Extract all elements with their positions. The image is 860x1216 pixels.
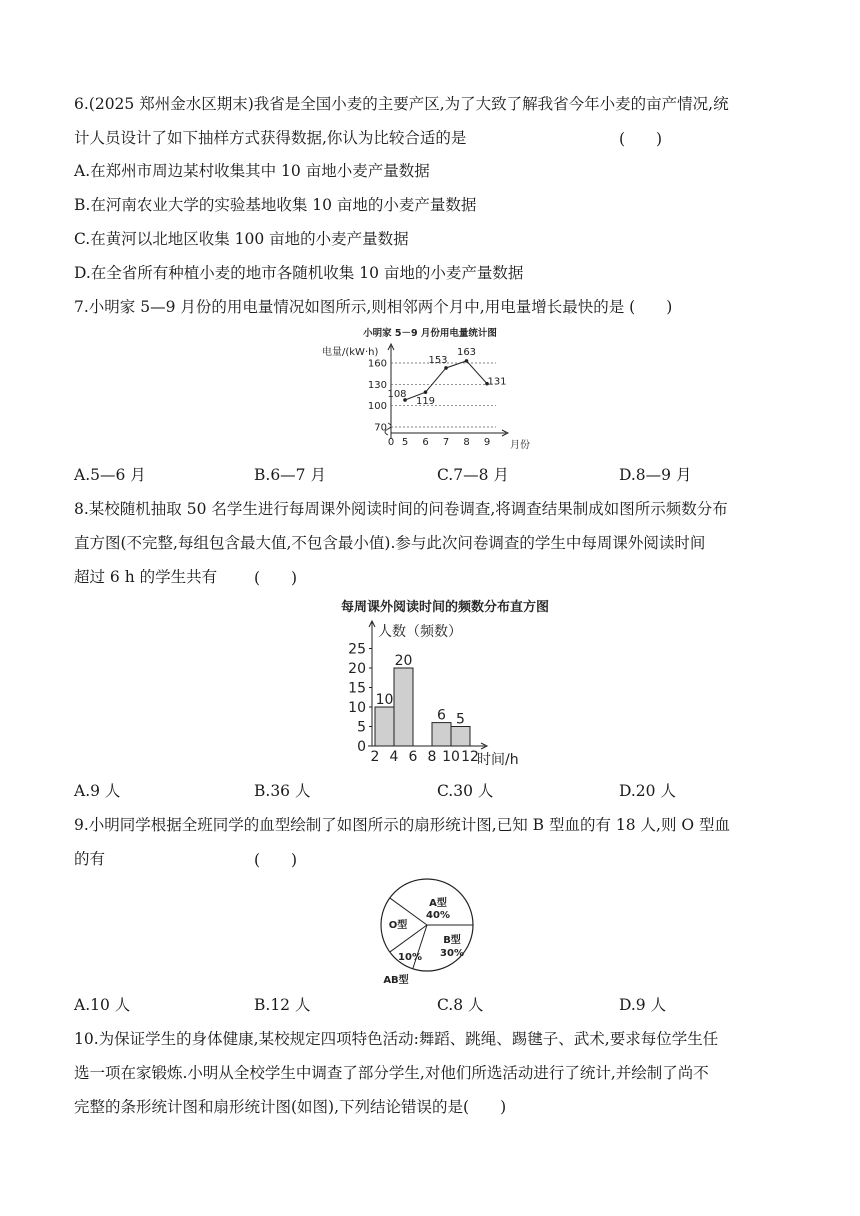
q9-option-b: B.12 人 [254,996,311,1014]
histogram-bar-label: 6 [437,707,446,724]
q8-stem-line1: 8.某校随机抽取 50 名学生进行每周课外阅读时间的问卷调查,将调查结果制成如图所示频数分布 [74,500,728,518]
q10-stem-line1: 10.为保证学生的身体健康,某校规定四项特色活动:舞蹈、跳绳、踢毽子、武术,要求每位学生任 [74,1030,719,1048]
pie-label-o: O型 [388,920,408,931]
histogram-ytick-label: 25 [348,641,366,658]
line-chart-xlabel: 月份 [510,440,530,451]
line-chart-ytick-label: 160 [367,358,387,370]
q7-option-b: B.6—7 月 [254,466,326,484]
pie-label-a: A型 [429,898,447,909]
histogram-bar-label: 10 [375,692,394,708]
pie-label-ab: AB型 [383,975,409,986]
q9-option-c: C.8 人 [437,996,484,1014]
line-chart-xtick-label: 9 [483,437,491,448]
line-chart-ytick-label: 130 [367,379,387,391]
line-chart-xtick-label: 8 [463,437,470,448]
q10-stem-line2: 选一项在家锻炼.小明从全校学生中调查了部分学生,对他们所选活动进行了统计,并绘制了尚不 [74,1064,709,1082]
histogram-xtick-label: 8 [427,749,437,765]
q7-option-c: C.7—8 月 [437,466,509,484]
q6-option-d: D.在全省所有种植小麦的地市各随机收集 10 亩地的小麦产量数据 [74,264,524,282]
line-chart-title: 小明家 5－9 月份用电量统计图 [363,328,497,339]
line-chart-point [424,390,428,394]
histogram-xtick-label: 2 [370,749,380,765]
histogram-xtick-label: 10 [442,749,460,765]
histogram-ytick-label: 20 [348,661,366,677]
q10-stem-line3: 完整的条形统计图和扇形统计图(如图),下列结论错误的是( ) [74,1098,507,1116]
q6-option-c: C.在黄河以北地区收集 100 亩地的小麦产量数据 [74,230,409,248]
histogram-ytick-label: 0 [357,739,366,755]
histogram-bar [394,668,413,746]
reading-time-histogram [300,596,590,776]
q6-stem-line1: 6.(2025 郑州金水区期末)我省是全国小麦的主要产区,为了大致了解我省今年小麦的亩产情况,统 [74,95,729,113]
histogram-ytick-label: 5 [357,719,366,736]
q7-option-d: D.8—9 月 [619,466,692,484]
histogram-bar [375,707,394,746]
line-chart-ytick-label: 70 [374,422,387,434]
pie-pct-ab: 10% [398,952,422,963]
q9-option-d: D.9 人 [619,996,667,1014]
q7-stem: 7.小明家 5—9 月份的用电量情况如图所示,则相邻两个月中,用电量增长最快的是 ( ) [74,298,673,316]
histogram-ytick-label: 15 [348,680,366,697]
histogram-bar-label: 20 [394,653,413,669]
q8-answer-paren: ( ) [254,569,298,587]
q8-option-a: A.9 人 [74,782,121,800]
histogram-bar-label: 5 [456,711,465,728]
q9-answer-paren: ( ) [254,851,298,869]
histogram-xlabel: 时间/h [477,752,519,768]
pie-label-b: B型 [443,935,461,946]
line-chart-xtick-label: 6 [422,437,429,448]
line-chart-xtick-label: 7 [442,437,450,448]
histogram-ytick-label: 10 [348,700,366,716]
q6-answer-paren: ( ) [619,130,663,148]
line-chart-data-label: 108 [387,388,407,400]
q6-option-a: A.在郑州市周边某村收集其中 10 亩地小麦产量数据 [74,162,430,180]
q8-option-d: D.20 人 [619,782,676,800]
line-chart-ylabel: 电量/(kW·h) [322,347,379,358]
line-chart-ytick-label: 100 [367,401,387,413]
line-chart-xtick-label: 5 [401,437,409,448]
histogram-ylabel: 人数（频数） [378,624,462,640]
q8-stem-line2: 直方图(不完整,每组包含最大值,不包含最小值).参与此次问卷调查的学生中每周课外阅读时间 [74,534,706,552]
q6-stem-line2: 计人员设计了如下抽样方式获得数据,你认为比较合适的是 [74,129,467,147]
histogram-xtick-label: 4 [389,749,399,765]
histogram-title: 每周课外阅读时间的频数分布直方图 [340,600,550,615]
line-chart-xtick-label: 0 [387,437,395,448]
q8-option-b: B.36 人 [254,782,311,800]
line-chart-data-label: 131 [487,376,507,388]
q9-option-a: A.10 人 [74,996,131,1014]
q6-option-b: B.在河南农业大学的实验基地收集 10 亩地的小麦产量数据 [74,196,477,214]
histogram-xtick-label: 12 [461,749,479,765]
histogram-bar [432,723,451,746]
line-chart-point [465,359,469,363]
pie-pct-a: 40% [426,910,450,921]
electricity-line-chart [320,322,540,452]
q8-stem-line3: 超过 6 h 的学生共有 [74,568,218,586]
q9-stem-line2: 的有 [74,850,106,868]
q8-option-c: C.30 人 [437,782,494,800]
line-chart-point [444,366,448,370]
pie-pct-b: 30% [440,948,464,959]
line-chart-data-label: 163 [456,346,477,358]
line-chart-data-label: 119 [415,396,436,408]
line-chart-data-label: 153 [428,354,448,366]
histogram-xtick-label: 6 [408,749,418,765]
q7-option-a: A.5—6 月 [74,466,146,484]
histogram-bar [451,727,470,747]
blood-type-pie-chart [370,876,500,988]
q9-stem-line1: 9.小明同学根据全班同学的血型绘制了如图所示的扇形统计图,已知 B 型血的有 18 人,则 O 型血 [74,816,731,834]
